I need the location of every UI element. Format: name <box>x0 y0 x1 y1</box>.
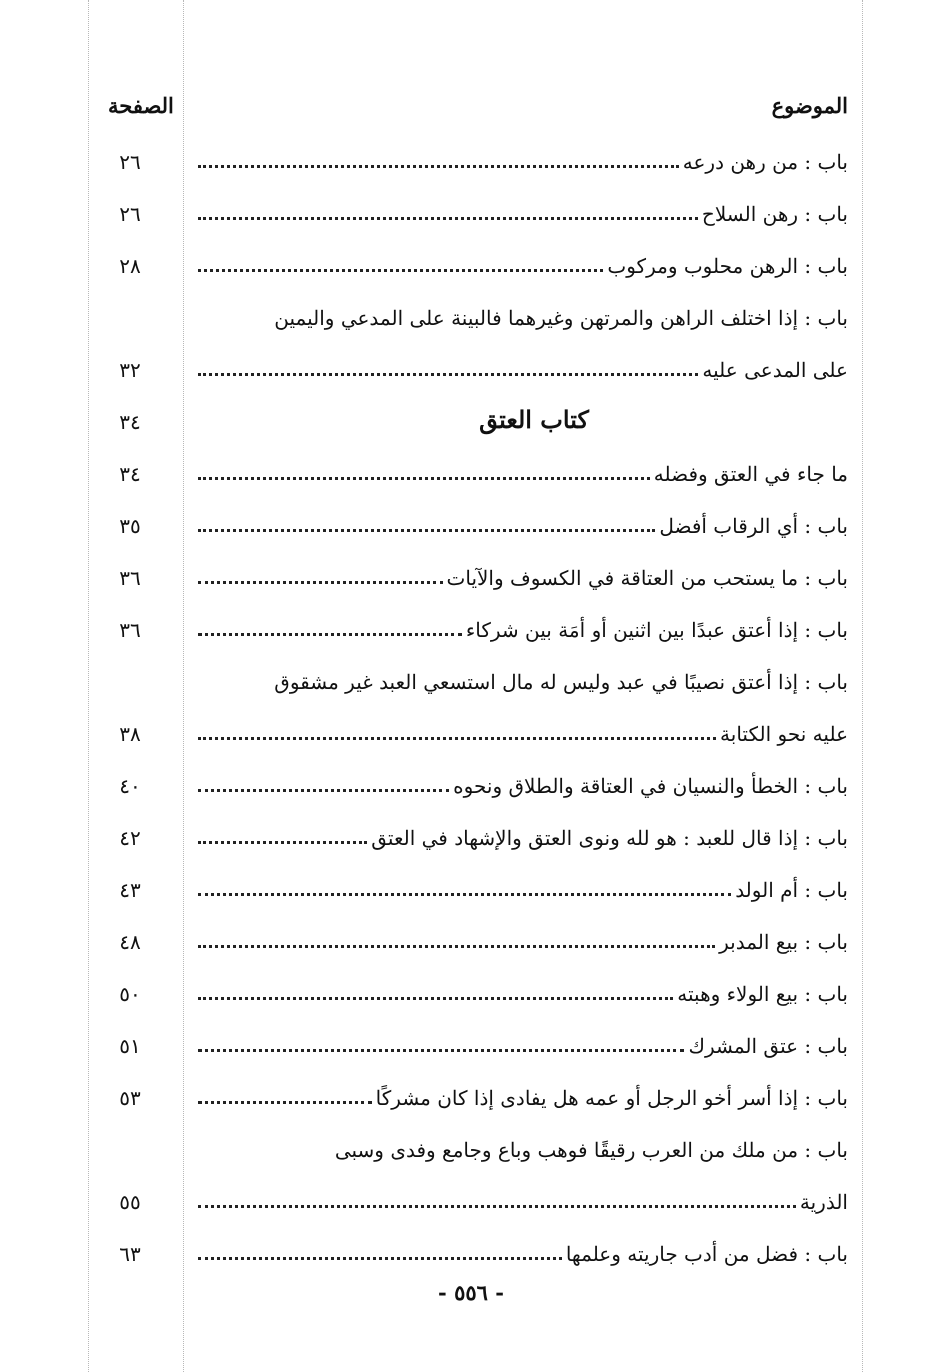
dot-leader <box>198 633 462 636</box>
entry-title: باب : أم الولد <box>735 878 848 902</box>
entry-page: ٣٥ <box>119 514 141 538</box>
table-of-contents <box>100 82 848 1272</box>
toc-entry <box>100 908 848 960</box>
entry-title: باب : ما يستحب من العتاقة في الكسوف والآيات <box>446 566 848 590</box>
entry-page: ٣٤ <box>119 462 141 486</box>
margin-guide-left <box>88 0 89 1372</box>
dot-leader <box>198 1101 372 1104</box>
entry-title-line2: الذرية <box>799 1190 848 1214</box>
dot-leader <box>198 1205 796 1208</box>
entry-title: باب : عتق المشرك <box>688 1034 848 1058</box>
toc-entry <box>100 960 848 1012</box>
entry-page: ٥١ <box>119 1034 141 1058</box>
dot-leader <box>198 581 443 584</box>
toc-entry-multiline <box>100 648 848 752</box>
entry-page: ٣٦ <box>119 618 141 642</box>
toc-header <box>100 82 848 128</box>
entry-page: ٣٦ <box>119 566 141 590</box>
toc-entry-multiline <box>100 284 848 388</box>
entry-page: ٣٨ <box>119 722 141 746</box>
dot-leader <box>198 165 679 168</box>
dot-leader <box>198 217 698 220</box>
dot-leader <box>198 1049 684 1052</box>
section-page: ٣٤ <box>119 410 141 434</box>
toc-entry <box>100 752 848 804</box>
entry-page: ٤٨ <box>119 930 141 954</box>
toc-entry <box>100 1064 848 1116</box>
entry-page: ٥٠ <box>119 982 141 1006</box>
entry-page: ٤٠ <box>119 774 141 798</box>
dot-leader <box>198 477 650 480</box>
toc-entry <box>100 492 848 544</box>
entry-title: باب : بيع الولاء وهبته <box>677 982 848 1006</box>
section-heading <box>100 388 848 440</box>
toc-entry <box>100 180 848 232</box>
toc-entry <box>100 804 848 856</box>
entry-page: ٤٣ <box>119 878 141 902</box>
dot-leader <box>198 529 655 532</box>
page-column-label: الصفحة <box>108 92 174 118</box>
toc-entry <box>100 596 848 648</box>
entry-page: ٣٢ <box>119 358 141 382</box>
entry-page: ٥٥ <box>119 1190 141 1214</box>
topic-column-label: الموضوع <box>771 92 848 118</box>
margin-guide-right <box>862 0 863 1372</box>
dot-leader <box>198 1257 562 1260</box>
entry-title: ما جاء في العتق وفضله <box>653 462 848 486</box>
toc-entry <box>100 232 848 284</box>
entry-page: ٢٨ <box>119 254 141 278</box>
entry-page: ٤٢ <box>119 826 141 850</box>
dot-leader <box>198 893 731 896</box>
page-number: - ٥٥٦ - <box>438 1280 504 1305</box>
dot-leader <box>198 789 449 792</box>
dot-leader <box>198 945 715 948</box>
toc-entry <box>100 128 848 180</box>
dot-leader <box>198 373 698 376</box>
entry-title: باب : فضل من أدب جاريته وعلمها <box>565 1242 848 1266</box>
dot-leader <box>198 997 673 1000</box>
toc-entry <box>100 1012 848 1064</box>
toc-entry <box>100 856 848 908</box>
entry-title-line1: باب : إذا أعتق نصيبًا في عبد وليس له مال استسعي العبد غير مشقوق <box>274 670 848 694</box>
entry-title-line1: باب : من ملك من العرب رقيقًا فوهب وباع وجامع وفدى وسبى <box>334 1138 848 1162</box>
dot-leader <box>198 737 716 740</box>
entry-title: باب : إذا أعتق عبدًا بين اثنين أو أمَة بين شركاء <box>465 618 848 642</box>
entry-page: ٦٣ <box>119 1242 141 1266</box>
dot-leader <box>198 269 603 272</box>
dot-leader <box>198 841 367 844</box>
entry-page: ٢٦ <box>119 202 141 226</box>
entry-title: باب : الخطأ والنسيان في العتاقة والطلاق ونحوه <box>453 774 848 798</box>
toc-entry <box>100 544 848 596</box>
entry-title: باب : الرهن محلوب ومركوب <box>607 254 848 278</box>
toc-entry <box>100 1220 848 1272</box>
entry-title-line1: باب : إذا اختلف الراهن والمرتهن وغيرهما فالبينة على المدعي واليمين <box>274 306 848 330</box>
entry-title: باب : رهن السلاح <box>701 202 848 226</box>
entry-title-line2: على المدعى عليه <box>702 358 848 382</box>
entry-title-line2: عليه نحو الكتابة <box>720 722 848 746</box>
entry-title: باب : أي الرقاب أفضل <box>659 514 848 538</box>
toc-entry-multiline <box>100 1116 848 1220</box>
toc-entry <box>100 440 848 492</box>
entry-title: باب : إذا أسر أخو الرجل أو عمه هل يفادى إذا كان مشركًا <box>375 1086 848 1110</box>
entry-title: باب : من رهن درعه <box>682 150 848 174</box>
entry-title: باب : إذا قال للعبد : هو لله ونوى العتق والإشهاد في العتق <box>371 826 848 850</box>
entry-page: ٢٦ <box>119 150 141 174</box>
entry-page: ٥٣ <box>119 1086 141 1110</box>
entry-title: باب : بيع المدبر <box>719 930 848 954</box>
section-title: كتاب العتق <box>479 405 589 434</box>
